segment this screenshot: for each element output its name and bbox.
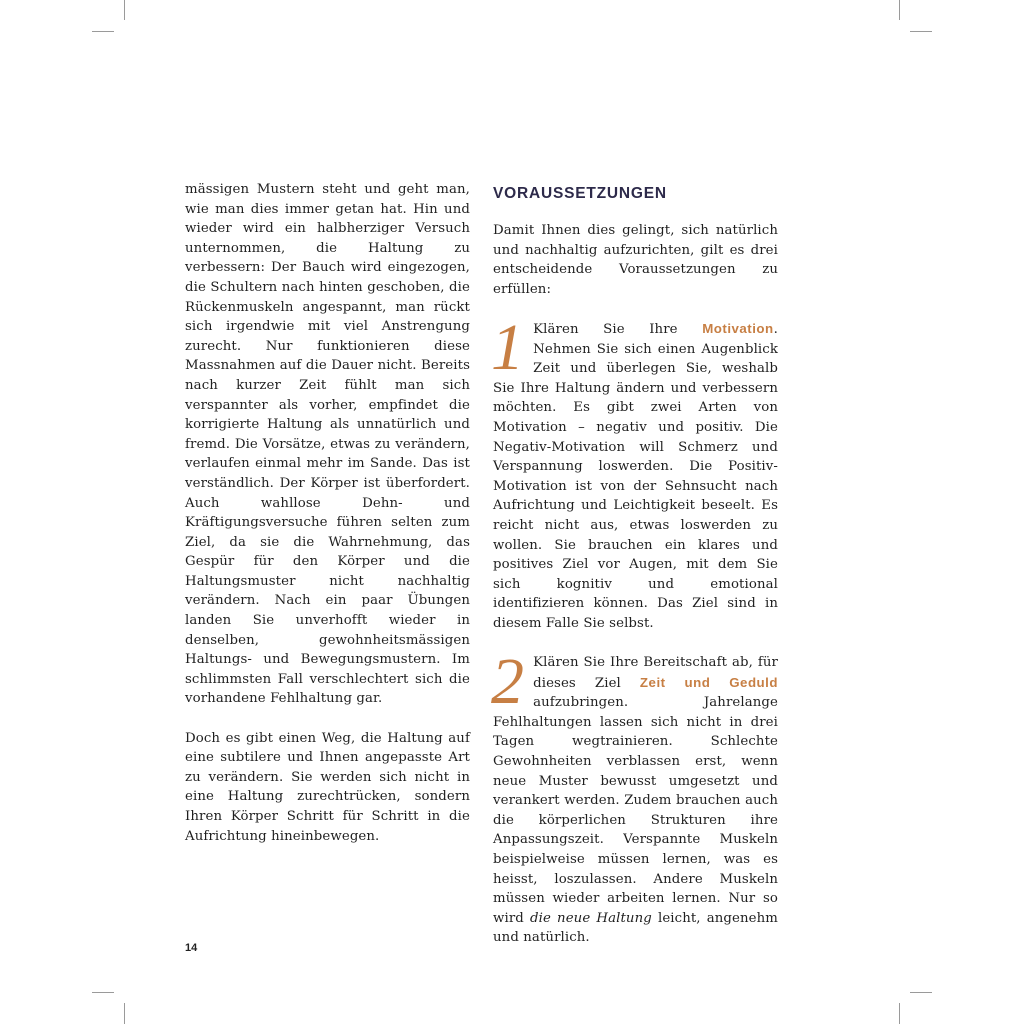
drop-number-2: 2 [491, 645, 525, 719]
crop-mark-bottom-right-horizontal [910, 992, 932, 993]
crop-mark-bottom-right-vertical [899, 1003, 900, 1024]
paragraph-gap [493, 633, 778, 653]
section-heading: VORAUSSETZUNGEN [493, 185, 667, 202]
intro-paragraph: Damit Ihnen dies gelingt, sich natürlich und nachhaltig aufzurichten, gilt es drei entscheidende Voraussetzungen zu erfüllen: [493, 223, 778, 297]
item-2-italic-text: die neue Haltung [530, 910, 652, 926]
crop-mark-top-left-vertical [124, 0, 125, 20]
item-2-text-middle: aufzubringen. Jahrelange Fehlhaltungen lassen sich nicht in drei Tagen wegtrainieren. Schlechte Gewohnheiten verblassen erst, wenn neue Muster bewusst umgesetzt und verankert werden. Zudem brauchen auch die körperlichen Strukturen ihre Anpassungszeit. Verspannte Muskeln beispielweise müssen lernen, was es heisst, loszulassen. Andere Muskeln müssen wieder arbeiten lernen. Nur so wird [493, 695, 778, 926]
item-2-text-start: Klären Sie Ihre Bereitschaft ab, für dieses Ziel [533, 655, 778, 691]
crop-mark-top-right-horizontal [910, 31, 932, 32]
list-item-1 [491, 310, 778, 634]
crop-mark-top-right-vertical [899, 0, 900, 20]
right-column [493, 180, 778, 948]
left-column [185, 180, 470, 846]
item-2-text-end: leicht, angenehm und natürlich. [493, 910, 779, 946]
item-1-highlight: Motivation [702, 320, 774, 336]
paragraph-gap [493, 299, 778, 319]
crop-mark-bottom-left-vertical [124, 1003, 125, 1024]
item-2-highlight: Zeit und Geduld [639, 674, 778, 690]
item-1-text-start: Klären Sie Ihre [533, 321, 703, 337]
drop-number-1: 1 [491, 310, 525, 384]
paragraph-gap [185, 709, 470, 729]
page-number: 14 [185, 942, 198, 954]
list-item-2 [491, 645, 779, 948]
crop-mark-bottom-left-horizontal [92, 992, 114, 993]
item-1-text-rest: . Nehmen Sie sich einen Augenblick Zeit und überlegen Sie, weshalb Sie Ihre Haltung ändern und verbessern möchten. Es gibt zwei Arten von Motivation – negativ und positiv. Die Negativ-Motivation will Schmerz und Verspannung loswerden. Die Positiv-Motivation ist von der Sehnsucht nach Aufrichtung und Leichtigkeit beseelt. Es reicht nicht aus, etwas loswerden zu wollen. Sie brauchen ein klares und positives Ziel vor Augen, mit dem Sie sich kognitiv und emotional identifizieren können. Das Ziel sind in diesem Falle Sie selbst. [493, 321, 778, 631]
left-paragraph-1: mässigen Mustern steht und geht man, wie man dies immer getan hat. Hin und wieder wird ein halbherziger Versuch unternommen, die Haltung zu verbessern: Der Bauch wird eingezogen, die Schultern nach hinten geschoben, die Rückenmuskeln angespannt, man rückt sich irgendwie mit viel Anstrengung zurecht. Nur funktionieren diese Massnahmen auf die Dauer nicht. Bereits nach kurzer Zeit fühlt man sich verspannter als vorher, empfindet die korrigierte Haltung als unnatürlich und fremd. Die Vorsätze, etwas zu verändern, verlaufen einmal mehr im Sande. Das ist verständlich. Der Körper ist überfordert. Auch wahllose Dehn- und Kräftigungsversuche führen selten zum Ziel, da sie die Wahrnehmung, das Gespür für den Körper und die Haltungsmuster nicht nachhaltig verändern. Nach ein paar Übungen landen Sie unverhofft wieder in denselben, gewohnheitsmässigen Haltungs- und Bewegungsmustern. Im schlimmsten Fall verschlechtert sich die vorhandene Fehlhaltung gar. [185, 182, 470, 707]
left-paragraph-2: Doch es gibt einen Weg, die Haltung auf eine subtilere und Ihnen angepasste Art zu verändern. Sie werden sich nicht in eine Haltung zurechtrücken, sondern Ihren Körper Schritt für Schritt in die Aufrichtung hineinbewegen. [185, 730, 470, 844]
crop-mark-top-left-horizontal [92, 31, 114, 32]
